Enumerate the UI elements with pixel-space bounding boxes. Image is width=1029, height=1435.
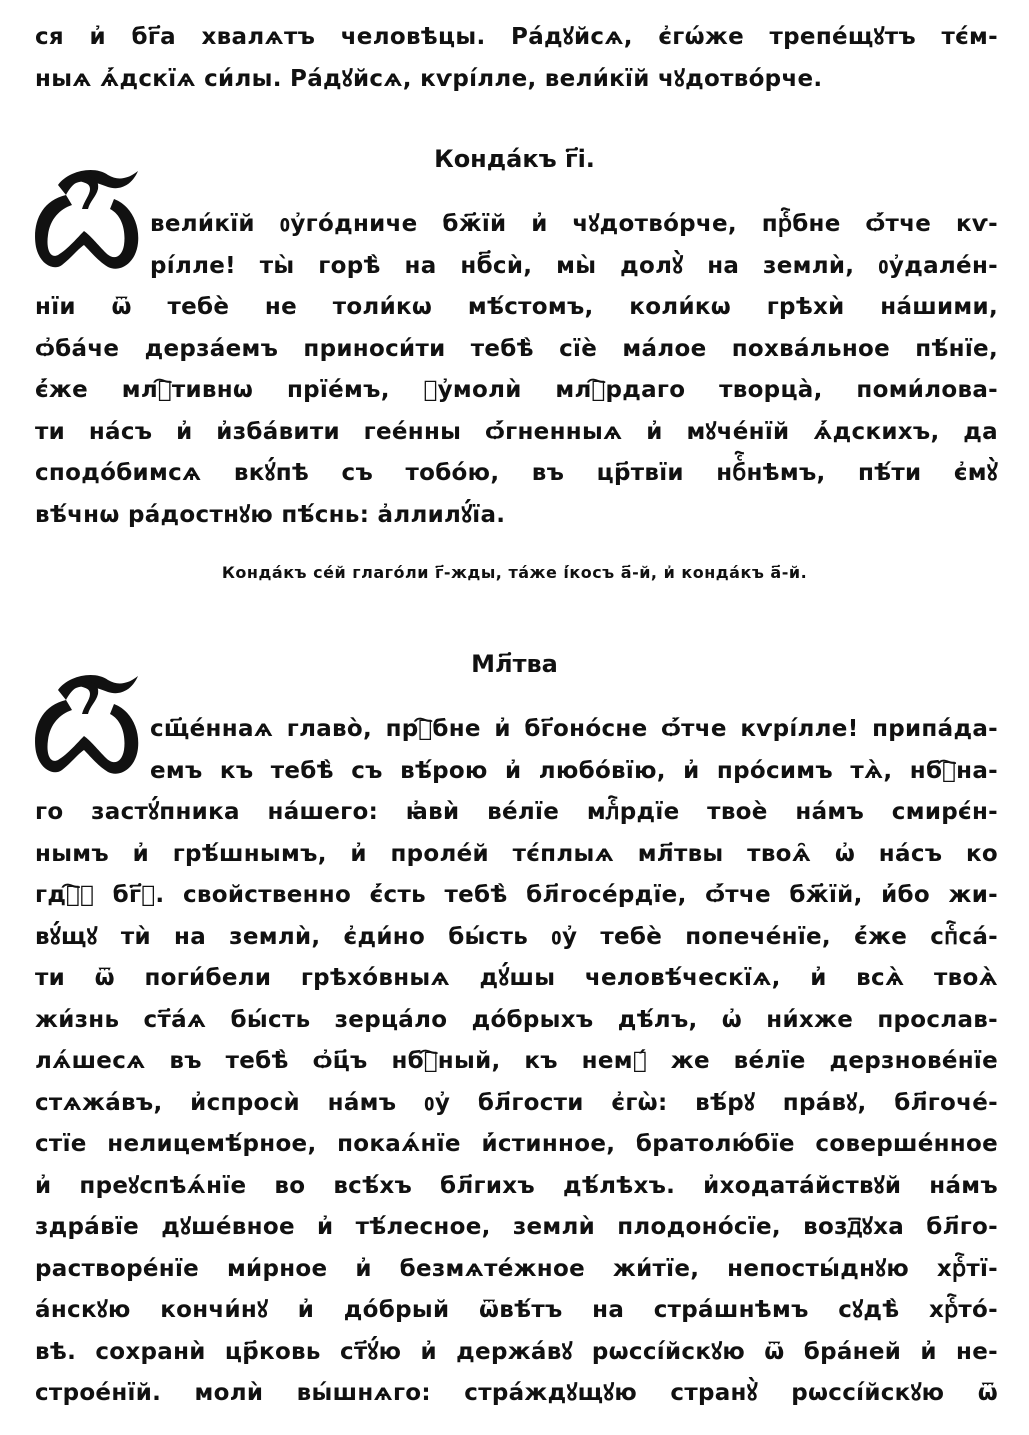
- kontakion-heading: Конда́къ г҃і.: [434, 145, 595, 173]
- prayer-paragraph: [35, 709, 998, 1415]
- text-line: ныѧ ѧ҆́дскїѧ си́лы. Ра́дꙋйсѧ, кѵрі́лле, вели́кїй чꙋдотво́рче.: [35, 65, 823, 92]
- text-line: вели́кїй ᲂу҆го́дниче бж҃їй и҆ чꙋдотво́рче, прⷭ҇бне ѻ҆́тче кѵ-: [150, 211, 998, 237]
- text-line: ти ѿ поги́бели грѣхо́вныѧ дꙋ́шы человѣ́ческїѧ, и҆ всѧ̀ твоѧ̀: [35, 965, 998, 991]
- text-line: а́нскꙋю кончи́нꙋ и҆ до́брый ѿвѣ́тъ на стра́шнѣмъ сꙋдѣ̀ хрⷭ҇то́-: [35, 1297, 998, 1323]
- text-line: стѧжа́въ, и҆спросѝ на́мъ ᲂу҆ бл҃гости є҆гѡ̀: вѣ́рꙋ пра́вꙋ, бл҃гоче́-: [35, 1089, 998, 1116]
- text-line: ти на́съ и҆ и҆зба́вити гее́нны ѻ҆́гненныѧ и҆ мꙋче́нїй ѧ҆́дскихъ, да: [35, 418, 998, 445]
- text-line: емъ къ тебѣ̀ съ вѣ́рою и҆ любо́вїю, и҆ про́симъ тѧ̀, нбⷭ҇на-: [150, 757, 998, 784]
- text-line: гдⷭ҇ꙋ бг҃ꙋ. свойственно є҆́сть тебѣ̀ бл҃госе́рдїе, ѻ҆́тче бж҃їй, и҆́бо жи-: [35, 882, 998, 908]
- text-line: ся и҆ бг҃а хвалѧтъ человѣцы. Ра́дꙋйсѧ, є҆гѡ́же трепе́щꙋтъ тє́м-: [35, 24, 998, 50]
- text-line: рі́лле! ты̀ горѣ̀ на нб҃сѝ, мы̀ долꙋ̀ на землѝ, ᲂу҆дале́н-: [150, 252, 998, 279]
- rubric-note: Конда́къ се́й глаго́ли г҃-жды, та́же і҆́косъ а҃-й, и҆ конда́къ а҃-й.: [221, 563, 808, 582]
- text-line: строе́нїй. молѝ вы́шнѧго: стра́ждꙋщꙋю странꙋ̀ рѡссі́йскꙋю ѿ: [35, 1380, 998, 1406]
- text-line: нымъ и҆ грѣ́шнымъ, и҆ проле́й тє́плыѧ мл҃твы твоѧ̑ ѡ҆ на́съ ко: [35, 840, 998, 867]
- text-line: растворе́нїе ми́рное и҆ безмѧте́жное жи́тїе, непосты́днꙋю хрⷭ҇тї-: [35, 1255, 998, 1282]
- text-line: лѧ́шесѧ въ тебѣ̀ ѻ҆ц҃ъ нбⷭ҇ный, къ немꙋ́ же ве́лїе дерзнове́нїе: [35, 1048, 998, 1074]
- text-line: сподо́бимсѧ вкꙋ́пѣ съ тобо́ю, въ цр҃твїи нбⷭ҇нѣмъ, пѣ́ти є҆мꙋ̀: [35, 460, 998, 486]
- prayer-heading: Мл҃тва: [471, 650, 558, 678]
- text-line: здра́вїе дꙋше́вное и҆ тѣ́лесное, землѝ плодоно́сїе, возд꙯ꙋха бл҃го-: [35, 1214, 998, 1240]
- kontakion-paragraph: [35, 204, 998, 536]
- text-line: жи́знь ст҃а́ѧ бы́сть зерца́ло до́брыхъ дѣ́лъ, ѡ҆ ни́хже прослав-: [35, 1006, 998, 1033]
- text-line: вѣ. сохранѝ цр҃ковь ст҃ꙋ́ю и҆ держа́вꙋ рѡссі́йскꙋю ѿ бра́ней и҆ не-: [35, 1338, 998, 1365]
- text-line: вѣ́чнѡ ра́достнꙋю пѣ́снь: а҆ллилꙋ́їа.: [35, 501, 506, 528]
- text-line: нїи ѿ тебѐ не толи́кѡ мѣ́стомъ, коли́кѡ грѣхѝ на́шими,: [35, 294, 998, 320]
- text-line: и҆ преꙋспѣѧ́нїе во всѣ́хъ бл҃гихъ дѣ́лѣхъ. и҆ходата́йствꙋй на́мъ: [35, 1172, 998, 1199]
- text-line: вꙋ́щꙋ тѝ на землѝ, є҆ди́но бы́сть ᲂу҆ тебѐ попече́нїе, є҆́же спⷭ҇са́-: [35, 923, 998, 950]
- text-line: сщ҃е́ннаѧ главо̀, прⷭ҇бне и҆ бг҃оно́сне ѻ҆́тче кѵрі́лле! припа́да-: [150, 716, 998, 742]
- text-line: є҆́же млⷭ҇тивнѡ прїе́мъ, ᲂу҆молѝ млⷭ҇рдаго творца̀, поми́лова-: [35, 377, 998, 403]
- text-line: го застꙋ́пника на́шего: ꙗ҆вѝ ве́лїе млⷭ҇рдїе твоѐ на́мъ смирє́н-: [35, 799, 998, 825]
- text-line: ѻ҆ба́че дерза́емъ приноси́ти тебѣ̀ сїѐ ма́лое похва́льное пѣ́нїе,: [35, 335, 998, 362]
- intro-paragraph: [35, 17, 998, 100]
- text-line: стїе нелицемѣ́рное, покаѧ́нїе и҆́стинное, братолю́бїе соверше́нное: [35, 1131, 998, 1157]
